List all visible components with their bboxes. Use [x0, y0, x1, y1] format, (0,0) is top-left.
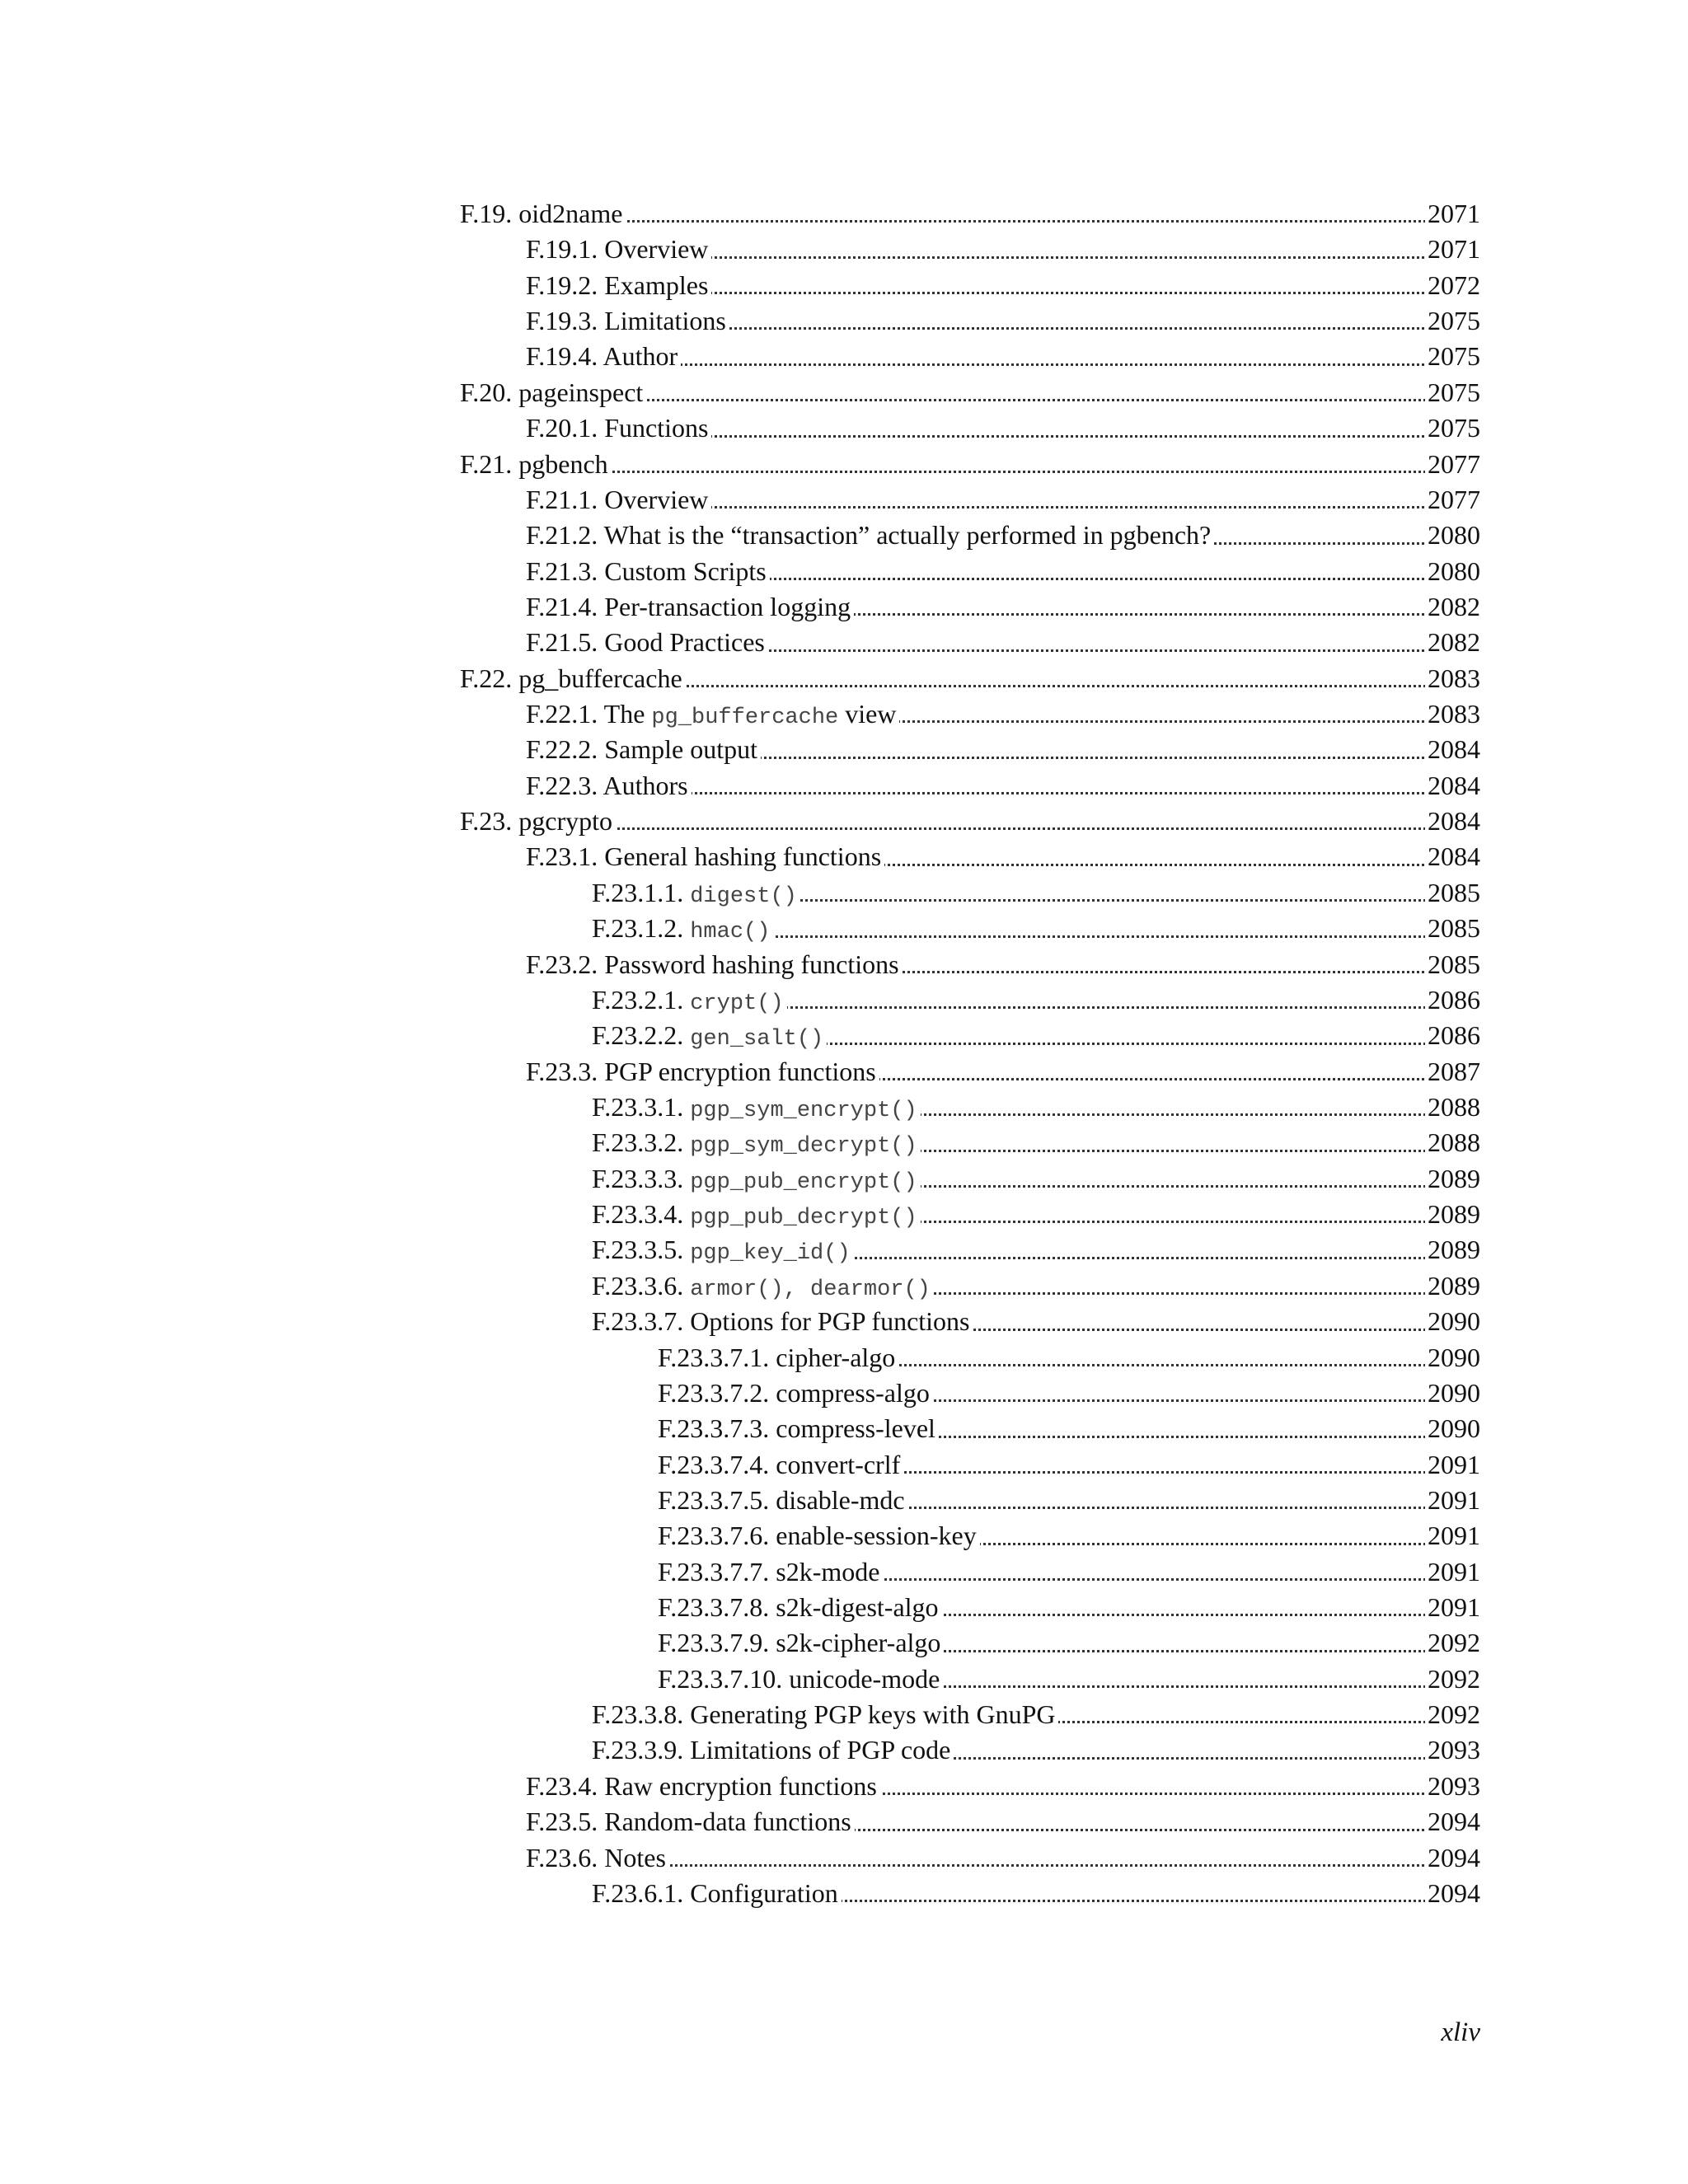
toc-entry-label: [658, 1483, 908, 1518]
toc-entry-number: F.19.3.: [526, 306, 598, 336]
toc-entry-page: 2088: [1425, 1125, 1480, 1160]
toc-entry[interactable]: [592, 1732, 1480, 1768]
toc-entry-label: [658, 1625, 944, 1661]
toc-entry-page: 2075: [1425, 303, 1480, 339]
toc-entry-page: 2089: [1425, 1268, 1480, 1304]
toc-entry-number: F.19.2.: [526, 269, 598, 300]
toc-entry-title: unicode-mode: [789, 1663, 940, 1694]
toc-entry-page: 2082: [1425, 625, 1480, 660]
toc-entry-page: 2084: [1425, 839, 1480, 874]
toc-entry[interactable]: [460, 375, 1480, 410]
toc-entry-label: [592, 1268, 934, 1308]
toc-entry-page: 2094: [1425, 1876, 1480, 1911]
toc-entry[interactable]: [658, 1518, 1480, 1554]
toc-entry-page: 2072: [1425, 268, 1480, 303]
toc-entry-page: 2075: [1425, 410, 1480, 446]
toc-entry-title: What is the “transaction” actually performed in pgbench?: [603, 520, 1212, 551]
toc-entry-code: pgp_pub_encrypt(): [690, 1169, 917, 1195]
toc-entry-label: [526, 768, 692, 804]
toc-entry[interactable]: [526, 839, 1480, 874]
toc-entry-code: pg_buffercache: [651, 705, 839, 731]
toc-entry-title: General hashing functions: [604, 841, 882, 872]
toc-entry-label: [526, 482, 711, 518]
toc-entry-number: F.20.1.: [526, 413, 598, 443]
toc-entry-page: 2083: [1425, 696, 1480, 732]
toc-entry-title: pg_buffercache: [518, 663, 682, 693]
toc-entry-number: F.21.2.: [526, 520, 598, 551]
toc-entry-label: [658, 1590, 942, 1625]
toc-entry-label: [526, 410, 711, 446]
toc-entry-code: hmac(): [690, 920, 771, 945]
toc-entry-page: 2092: [1425, 1661, 1480, 1697]
toc-entry-title: Limitations of PGP code: [690, 1735, 951, 1765]
toc-entry-label: [592, 1697, 1058, 1732]
toc-entry[interactable]: [526, 625, 1480, 660]
dot-leader: [460, 471, 1480, 473]
toc-entry-page: 2071: [1425, 232, 1480, 267]
toc-entry-label: [526, 1804, 855, 1840]
toc-entry-number: F.22.1.: [526, 699, 598, 729]
toc-entry-title: Random-data functions: [604, 1807, 851, 1837]
toc-entry-label: [658, 1661, 943, 1697]
toc-entry-page: 2075: [1425, 339, 1480, 374]
toc-entry-label: [460, 196, 626, 232]
toc-entry-title: cipher-algo: [776, 1342, 896, 1372]
toc-entry-page: 2083: [1425, 661, 1480, 696]
toc-entry[interactable]: [460, 447, 1480, 482]
toc-entry-label: [592, 911, 773, 950]
toc-entry-title: s2k-cipher-algo: [776, 1628, 941, 1658]
toc-entry-page: 2071: [1425, 196, 1480, 232]
toc-entry[interactable]: [592, 1268, 1480, 1304]
toc-entry-title: view: [845, 699, 897, 729]
toc-entry[interactable]: [592, 1697, 1480, 1732]
toc-entry-number: F.23.3.4.: [592, 1199, 684, 1230]
toc-entry-number: F.22.3.: [526, 770, 598, 800]
toc-entry-page: 2089: [1425, 1232, 1480, 1268]
toc-entry[interactable]: [526, 768, 1480, 804]
toc-entry-page: 2093: [1425, 1732, 1480, 1768]
toc-entry-code: pgp_key_id(): [690, 1241, 851, 1267]
toc-entry[interactable]: [658, 1590, 1480, 1625]
toc-entry-label: [460, 804, 616, 839]
toc-entry-label: [526, 1840, 669, 1876]
toc-entry-number: F.23.2.2.: [592, 1020, 684, 1051]
toc-entry-title: compress-level: [776, 1413, 935, 1444]
toc-entry-label: [460, 375, 646, 410]
toc-entry-number: F.23.3.1.: [592, 1091, 684, 1122]
toc-entry-number: F.23.3.7.5.: [658, 1484, 770, 1515]
toc-entry-number: F.21.: [460, 448, 513, 479]
toc-entry[interactable]: [592, 911, 1480, 946]
toc-entry-number: F.23.6.1.: [592, 1877, 684, 1908]
toc-entry[interactable]: [526, 1054, 1480, 1090]
toc-entry-title: Per-transaction logging: [604, 591, 851, 621]
toc-entry-title: pgcrypto: [518, 806, 612, 837]
toc-entry-number: F.23.1.2.: [592, 913, 684, 944]
toc-entry-label: [658, 1340, 898, 1376]
toc-entry-number: F.23.3.: [526, 1056, 598, 1086]
toc-entry-page: 2093: [1425, 1769, 1480, 1804]
toc-entry-page: 2087: [1425, 1054, 1480, 1090]
toc-entry-number: F.23.: [460, 806, 513, 837]
toc-entry-label: [526, 1054, 879, 1090]
toc-entry-page: 2092: [1425, 1697, 1480, 1732]
toc-entry[interactable]: [526, 696, 1480, 732]
toc-entry-number: F.23.3.7.3.: [658, 1413, 770, 1444]
table-of-contents: [460, 196, 1480, 1911]
toc-entry-label: [658, 1554, 883, 1590]
toc-entry-number: F.20.: [460, 377, 513, 407]
toc-entry-title: Password hashing functions: [604, 949, 899, 979]
toc-entry-number: F.19.1.: [526, 234, 598, 265]
toc-entry-number: F.23.3.5.: [592, 1235, 684, 1265]
toc-entry-title: oid2name: [518, 199, 623, 228]
toc-entry[interactable]: [526, 339, 1480, 374]
toc-entry-label: [592, 875, 800, 915]
toc-entry-label: [592, 1018, 827, 1057]
toc-entry-number: F.21.3.: [526, 555, 598, 586]
toc-entry-number: F.23.3.3.: [592, 1163, 684, 1193]
toc-entry[interactable]: [526, 268, 1480, 303]
toc-entry-page: 2089: [1425, 1161, 1480, 1197]
toc-entry[interactable]: [592, 1304, 1480, 1339]
toc-entry-label: [592, 1161, 921, 1201]
toc-entry-label: [592, 1304, 973, 1339]
toc-entry-code: pgp_sym_decrypt(): [690, 1134, 917, 1160]
toc-entry-number: F.22.: [460, 663, 513, 693]
toc-entry-number: F.23.5.: [526, 1807, 598, 1837]
toc-entry-page: 2085: [1425, 875, 1480, 911]
toc-entry-label: [526, 839, 884, 874]
toc-entry-page: 2091: [1425, 1447, 1480, 1483]
toc-entry-page: 2090: [1425, 1340, 1480, 1376]
toc-entry-number: F.23.3.7.1.: [658, 1342, 770, 1372]
toc-entry-number: F.23.3.6.: [592, 1270, 684, 1301]
toc-entry[interactable]: [526, 589, 1480, 625]
toc-entry-number: F.19.4.: [526, 341, 598, 372]
toc-entry-label: [526, 232, 711, 267]
toc-entry-page: 2090: [1425, 1376, 1480, 1411]
toc-entry[interactable]: [526, 410, 1480, 446]
toc-entry[interactable]: [658, 1411, 1480, 1446]
toc-entry[interactable]: [526, 732, 1480, 767]
toc-entry[interactable]: [526, 232, 1480, 267]
toc-entry[interactable]: [526, 482, 1480, 518]
toc-entry-page: 2090: [1425, 1411, 1480, 1446]
toc-entry-label: [526, 732, 761, 767]
toc-entry-page: 2084: [1425, 768, 1480, 804]
toc-entry-title: pgbench: [518, 448, 608, 479]
toc-entry[interactable]: [592, 982, 1480, 1018]
toc-entry-number: F.21.1.: [526, 484, 598, 514]
toc-entry-number: F.21.4.: [526, 591, 598, 621]
toc-entry-label: [526, 268, 711, 303]
toc-entry[interactable]: [592, 1232, 1480, 1268]
toc-entry[interactable]: [526, 1840, 1480, 1876]
toc-entry-page: 2077: [1425, 447, 1480, 482]
toc-entry-number: F.23.3.7.9.: [658, 1628, 770, 1658]
toc-entry-page: 2091: [1425, 1554, 1480, 1590]
toc-entry-number: F.23.3.7.7.: [658, 1556, 770, 1586]
toc-entry[interactable]: [592, 875, 1480, 911]
toc-entry-label: [658, 1376, 933, 1411]
toc-entry[interactable]: [658, 1483, 1480, 1518]
toc-entry-title: Functions: [604, 413, 709, 443]
toc-entry-label: [592, 982, 787, 1022]
toc-entry-page: 2082: [1425, 589, 1480, 625]
toc-entry-title: Authors: [603, 770, 688, 800]
toc-entry[interactable]: [526, 1769, 1480, 1804]
toc-entry-page: 2089: [1425, 1197, 1480, 1232]
toc-entry-label: [526, 518, 1214, 553]
toc-entry[interactable]: [658, 1340, 1480, 1376]
toc-entry-label: [526, 625, 768, 660]
toc-entry[interactable]: [526, 303, 1480, 339]
toc-entry-title: Good Practices: [604, 627, 765, 658]
toc-entry-number: F.22.2.: [526, 734, 598, 765]
toc-entry-title: convert-crlf: [776, 1449, 901, 1479]
toc-entry-label: [526, 1769, 880, 1804]
toc-entry-title: PGP encryption functions: [604, 1056, 876, 1086]
toc-entry[interactable]: [592, 1125, 1480, 1160]
toc-entry-page: 2092: [1425, 1625, 1480, 1661]
toc-entry[interactable]: [526, 554, 1480, 589]
toc-entry-number: F.23.1.1.: [592, 877, 684, 907]
toc-entry-title: Configuration: [690, 1877, 838, 1908]
toc-entry-title: compress-algo: [776, 1377, 930, 1408]
toc-entry[interactable]: [658, 1447, 1480, 1483]
toc-entry-code: gen_salt(): [690, 1027, 824, 1052]
toc-entry-number: F.23.2.1.: [592, 984, 684, 1015]
toc-entry-page: 2094: [1425, 1804, 1480, 1840]
toc-entry-label: [592, 1090, 921, 1129]
toc-entry-label: [658, 1518, 980, 1554]
toc-entry-label: [526, 554, 770, 589]
page-number: xliv: [1441, 2018, 1480, 2047]
toc-entry[interactable]: [526, 947, 1480, 982]
toc-entry[interactable]: [526, 518, 1480, 553]
toc-entry-page: 2091: [1425, 1483, 1480, 1518]
toc-entry-number: F.23.3.8.: [592, 1699, 684, 1730]
toc-entry-label: [592, 1876, 842, 1911]
toc-entry-page: 2084: [1425, 732, 1480, 767]
toc-entry[interactable]: [592, 1161, 1480, 1197]
toc-entry-title: Examples: [604, 269, 709, 300]
toc-entry-label: [526, 947, 903, 982]
toc-entry-number: F.23.3.9.: [592, 1735, 684, 1765]
toc-entry-page: 2085: [1425, 911, 1480, 946]
toc-entry-code: crypt(): [690, 991, 784, 1016]
toc-entry-title: pageinspect: [518, 377, 644, 407]
toc-entry-title: Notes: [604, 1842, 666, 1872]
toc-entry-code: digest(): [690, 883, 797, 909]
toc-entry-label: [592, 1197, 921, 1236]
toc-entry-label: [526, 339, 681, 374]
toc-entry-page: 2075: [1425, 375, 1480, 410]
toc-entry-title: enable-session-key: [776, 1521, 977, 1551]
toc-entry-number: F.19.: [460, 199, 513, 228]
toc-entry-number: F.23.1.: [526, 841, 598, 872]
toc-entry-title: Options for PGP functions: [690, 1306, 970, 1337]
toc-entry-page: 2080: [1425, 518, 1480, 553]
toc-entry-page: 2091: [1425, 1518, 1480, 1554]
toc-entry[interactable]: [460, 661, 1480, 696]
toc-entry[interactable]: [460, 196, 1480, 232]
toc-entry-title: s2k-mode: [776, 1556, 880, 1586]
toc-entry-label: [460, 661, 686, 696]
toc-entry-number: F.23.3.7.10.: [658, 1663, 783, 1694]
toc-entry[interactable]: [592, 1197, 1480, 1232]
toc-entry-number: F.23.3.7.4.: [658, 1449, 770, 1479]
toc-entry-title: Overview: [604, 234, 709, 265]
toc-entry[interactable]: [658, 1376, 1480, 1411]
toc-entry[interactable]: [658, 1625, 1480, 1661]
toc-entry-page: 2086: [1425, 1018, 1480, 1053]
toc-entry-title: The: [603, 699, 645, 729]
toc-entry-code: pgp_sym_encrypt(): [690, 1098, 917, 1123]
toc-entry-number: F.21.5.: [526, 627, 598, 658]
toc-entry-title: s2k-digest-algo: [776, 1592, 939, 1623]
toc-entry-label: [592, 1232, 854, 1272]
toc-entry-title: Generating PGP keys with GnuPG: [690, 1699, 1056, 1730]
toc-entry-number: F.23.3.2.: [592, 1127, 684, 1158]
toc-entry[interactable]: [592, 1018, 1480, 1053]
toc-entry-page: 2088: [1425, 1090, 1480, 1125]
toc-entry-page: 2094: [1425, 1840, 1480, 1876]
toc-entry-label: [592, 1125, 921, 1165]
toc-entry-label: [526, 589, 854, 625]
toc-entry[interactable]: [658, 1554, 1480, 1590]
toc-entry-code: armor(), dearmor(): [690, 1277, 931, 1302]
toc-entry-code: pgp_pub_decrypt(): [690, 1206, 917, 1231]
toc-entry-label: [526, 696, 899, 736]
toc-entry-number: F.23.3.7.6.: [658, 1521, 770, 1551]
toc-entry-page: 2090: [1425, 1304, 1480, 1339]
toc-entry[interactable]: [592, 1876, 1480, 1911]
toc-entry-page: 2084: [1425, 804, 1480, 839]
toc-entry-page: 2077: [1425, 482, 1480, 518]
toc-entry-label: [460, 447, 612, 482]
toc-entry[interactable]: [460, 804, 1480, 839]
toc-entry[interactable]: [526, 1804, 1480, 1840]
toc-entry-number: F.23.3.7.2.: [658, 1377, 770, 1408]
toc-entry-title: Raw encryption functions: [604, 1770, 877, 1801]
toc-entry[interactable]: [592, 1090, 1480, 1125]
toc-entry-page: 2086: [1425, 982, 1480, 1018]
toc-entry-title: Author: [603, 341, 678, 372]
toc-entry-title: Overview: [604, 484, 709, 514]
toc-entry-number: F.23.3.7.: [592, 1306, 684, 1337]
toc-entry-title: disable-mdc: [776, 1484, 905, 1515]
toc-entry-number: F.23.4.: [526, 1770, 598, 1801]
toc-entry-title: Limitations: [604, 306, 726, 336]
toc-entry-title: Custom Scripts: [604, 555, 767, 586]
toc-entry-label: [658, 1447, 903, 1483]
toc-entry-number: F.23.3.7.8.: [658, 1592, 770, 1623]
toc-entry-label: [658, 1411, 939, 1446]
toc-entry-number: F.23.6.: [526, 1842, 598, 1872]
toc-entry-label: [526, 303, 729, 339]
toc-entry-page: 2085: [1425, 947, 1480, 982]
toc-entry-page: 2080: [1425, 554, 1480, 589]
toc-entry-label: [592, 1732, 954, 1768]
toc-entry[interactable]: [658, 1661, 1480, 1697]
toc-entry-page: 2091: [1425, 1590, 1480, 1625]
toc-entry-number: F.23.2.: [526, 949, 598, 979]
toc-entry-title: Sample output: [604, 734, 757, 765]
